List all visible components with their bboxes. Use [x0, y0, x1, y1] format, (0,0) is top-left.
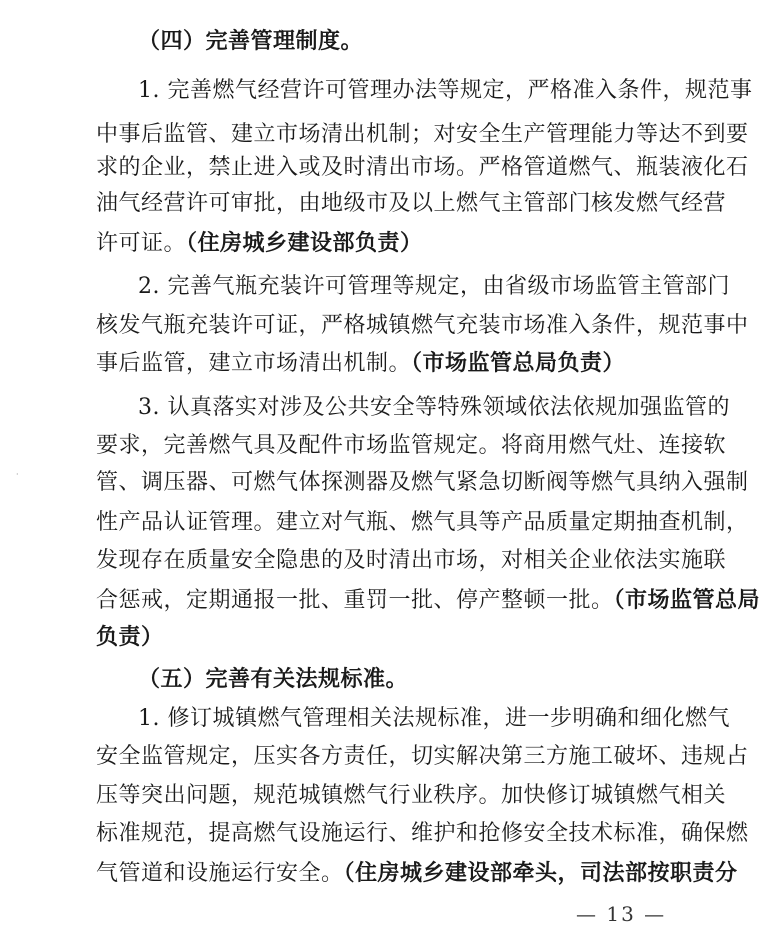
margin-mark: ·: [16, 470, 19, 479]
paragraph-2-line-3: [96, 348, 691, 379]
paragraph-2-tail: 事后监管，建立市场清出机制。: [96, 351, 412, 376]
paragraph-2-line-1: 2. 完善气瓶充装许可管理等规定，由省级市场监管主管部门: [138, 274, 730, 299]
paragraph-3-line-7: 负责）: [96, 624, 164, 650]
paragraph-1-line-2: 中事后监管、建立市场清出机制；对安全生产管理能力等达不到要: [96, 122, 749, 147]
paragraph-3-text: 合惩戒，定期通报一批、重罚一批、停产整顿一批。: [96, 588, 614, 613]
responsibility-note: （市场监管总局: [613, 587, 761, 613]
paragraph-1-line-5: [96, 228, 691, 259]
paragraph-4-line-1: 1. 修订城镇燃气管理相关法规标准，进一步明确和细化燃气: [138, 706, 730, 731]
responsibility-note: （住房城乡建设部牵头，司法部按职责分: [343, 860, 738, 886]
paragraph-3-line-2: 要求，完善燃气具及配件市场监管规定。将商用燃气灶、连接软: [96, 433, 727, 458]
page-number: — 13 —: [576, 902, 667, 926]
paragraph-1-line-3: 求的企业，禁止进入或及时清出市场。严格管道燃气、瓶装液化石: [96, 155, 749, 180]
section-heading-4: （四）完善管理制度。: [138, 28, 364, 54]
paragraph-1-line-1: 1. 完善燃气经营许可管理办法等规定，严格准入条件，规范事: [138, 78, 753, 103]
paragraph-3-line-4: 性产品认证管理。建立对气瓶、燃气具等产品质量定期抽查机制，: [96, 510, 749, 535]
paragraph-3-line-6: [96, 585, 761, 616]
paragraph-4-line-5: [96, 858, 738, 889]
paragraph-4-line-4: 标准规范，提高燃气设施运行、维护和抢修安全技术标准，确保燃: [96, 821, 749, 846]
paragraph-3-line-1: 3. 认真落实对涉及公共安全等特殊领域依法依规加强监管的: [138, 395, 730, 420]
paragraph-4-text: 气管道和设施运行安全。: [96, 861, 344, 886]
responsibility-note: （市场监管总局负责）: [411, 350, 626, 376]
paragraph-3-line-3: 管、调压器、可燃气体探测器及燃气紧急切断阀等燃气具纳入强制: [96, 470, 749, 495]
paragraph-4-line-2: 安全监管规定，压实各方责任，切实解决第三方施工破坏、违规占: [96, 744, 749, 769]
responsibility-note: （住房城乡建设部负责）: [186, 230, 423, 256]
section-heading-5: （五）完善有关法规标准。: [138, 666, 409, 692]
paragraph-1-line-4: 油气经营许可审批，由地级市及以上燃气主管部门核发燃气经营: [96, 191, 727, 216]
paragraph-4-line-3: 压等突出问题，规范城镇燃气行业秩序。加快修订城镇燃气相关: [96, 783, 727, 808]
paragraph-1-tail: 许可证。: [96, 231, 187, 256]
paragraph-2-line-2: 核发气瓶充装许可证，严格城镇燃气充装市场准入条件，规范事中: [96, 313, 749, 338]
paragraph-3-line-5: 发现存在质量安全隐患的及时清出市场，对相关企业依法实施联: [96, 548, 727, 573]
